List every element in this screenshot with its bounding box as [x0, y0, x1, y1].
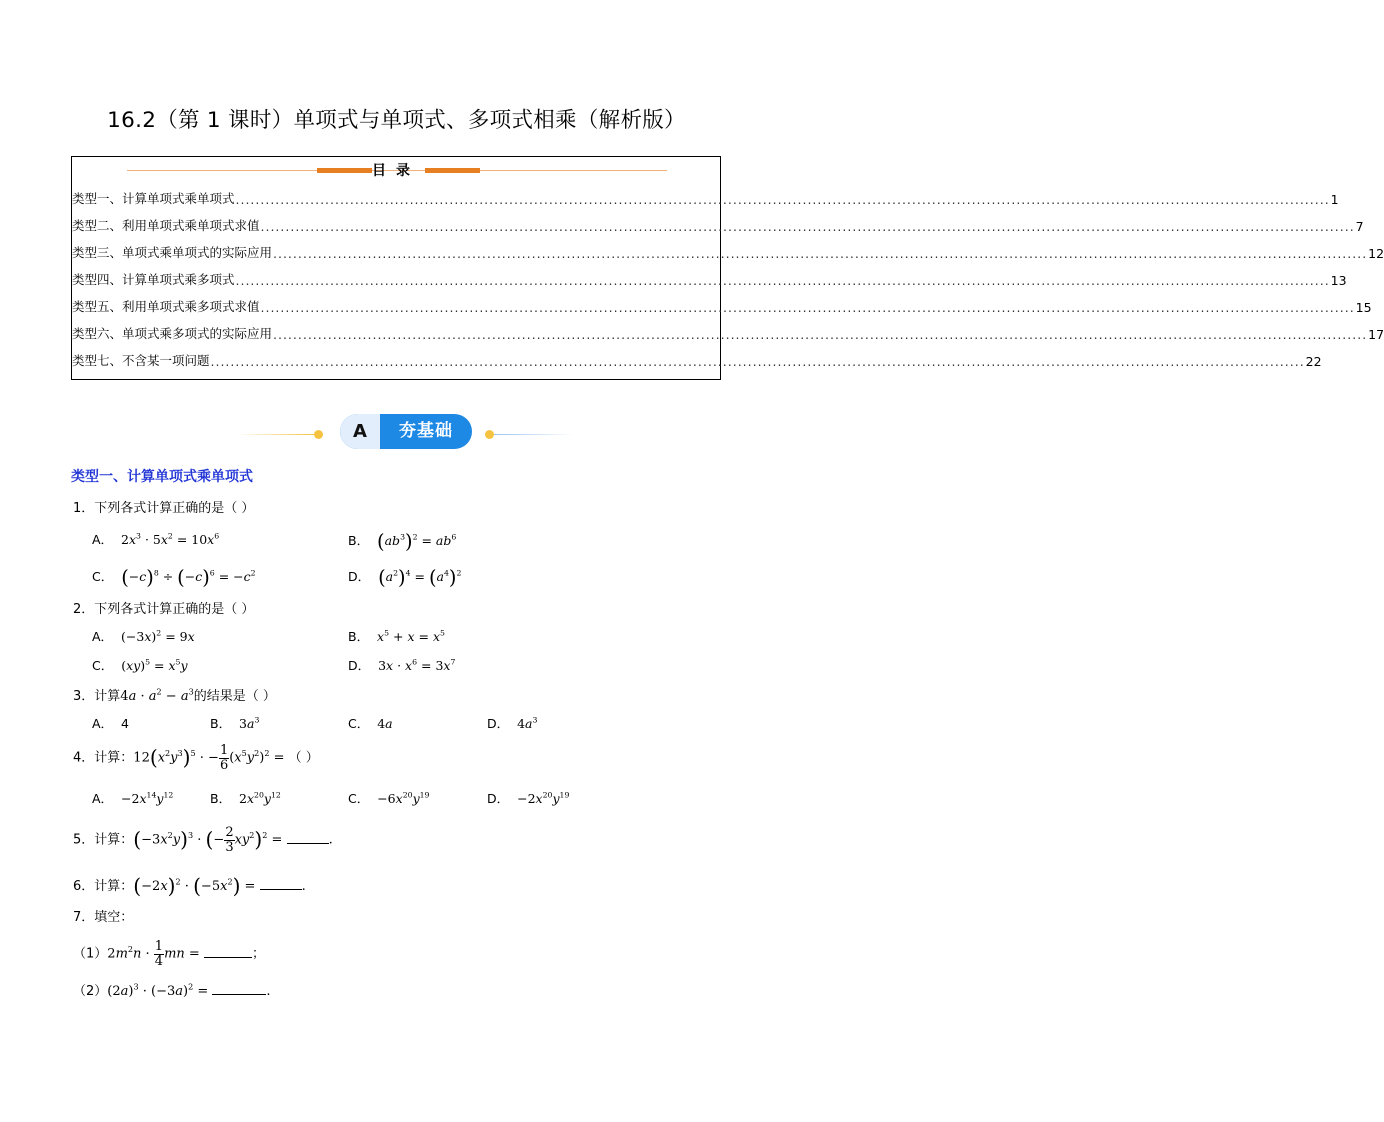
toc-item[interactable]: [72, 349, 1322, 369]
banner-dot-left: [314, 430, 323, 439]
banner-line-right: [494, 434, 574, 435]
toc-leader-dots: ............................................................................................................................................................................................................................: [273, 327, 1368, 342]
q1-option-c[interactable]: C． $(-c)^8 \div (-c)^6 = -c^2$: [92, 566, 256, 589]
banner-dot-right: [485, 430, 494, 439]
q1-option-b[interactable]: B． $(ab^3)^2 = ab^6$: [348, 530, 457, 553]
option-label: B．: [210, 791, 232, 806]
q3-option-a[interactable]: [92, 714, 129, 732]
toc-item-page: 17: [1368, 327, 1384, 342]
option-label: D．: [348, 569, 371, 584]
question-1: [73, 497, 254, 516]
option-label: A．: [92, 532, 114, 547]
toc-item-page: 12: [1368, 246, 1384, 261]
toc-item-label: 类型一、计算单项式乘单项式: [72, 191, 235, 206]
question-4: 4．计算：$12(x^2y^3)^5$ · − $\frac{1}{6}$ $(x^5y^2)^2$ = （ ）: [73, 743, 319, 773]
q4-option-d[interactable]: D． $-2x^{20}y^{19}$: [487, 790, 570, 806]
section-badge: [340, 414, 472, 449]
toc-item-label: 类型七、不含某一项问题: [72, 353, 210, 368]
toc-item-label: 类型二、利用单项式乘单项式求值: [72, 218, 260, 233]
question-stem: 下列各式计算正确的是（ ）: [94, 501, 255, 516]
toc-item[interactable]: [72, 268, 1347, 288]
q1-option-d[interactable]: D． $(a^2)^4 = (a^4)^2$: [348, 566, 462, 589]
toc-leader-dots: ............................................................................................................................................................................................................................: [210, 354, 1305, 369]
table-of-contents: [71, 156, 1384, 380]
toc-item-label: 类型三、单项式乘单项式的实际应用: [72, 245, 273, 260]
option-label: D．: [348, 658, 371, 673]
answer-blank[interactable]: [204, 957, 252, 958]
badge-letter: A: [340, 414, 380, 449]
question-stem: 下列各式计算正确的是（ ）: [94, 602, 255, 617]
question-number: 5．: [73, 832, 95, 848]
banner-line-left: [236, 434, 316, 435]
option-label: B．: [210, 716, 232, 731]
toc-item-label: 类型五、利用单项式乘多项式求值: [72, 299, 260, 314]
toc-leader-dots: ............................................................................................................................................................................................................................: [235, 273, 1330, 288]
q2-option-b[interactable]: B． $x^5 + x = x^5$: [348, 628, 445, 644]
question-stem: 填空：: [94, 910, 134, 925]
question-7-part-2: $(2)(2a)^3 \cdot (-3a)^2$ = .: [73, 982, 271, 999]
toc-item-page: 1: [1330, 192, 1339, 207]
q2-option-a[interactable]: A． $(-3x)^2 = 9x$: [92, 628, 195, 644]
toc-heading: 目录: [372, 163, 420, 179]
option-label: A．: [92, 629, 114, 644]
question-stem: 计算：: [94, 832, 134, 848]
page-title: 16.2（第 1 课时）单项式与单项式、多项式相乘（解析版）: [107, 108, 686, 133]
question-number: 2．: [73, 602, 95, 617]
toc-item[interactable]: [72, 322, 1384, 342]
option-label: C．: [92, 658, 114, 673]
q1-option-a[interactable]: A． $2x^3 \cdot 5x^2 = 10x^6$: [92, 531, 220, 547]
badge-text: 夯基础: [399, 421, 453, 441]
toc-item-label: 类型六、单项式乘多项式的实际应用: [72, 326, 273, 341]
question-3: 3．计算$4a \cdot a^2 - a^3$的结果是（ ）: [73, 687, 276, 704]
q3-option-b[interactable]: B． $3a^3$: [210, 715, 260, 731]
question-stem-end: （ ）: [288, 750, 319, 766]
toc-item-page: 22: [1305, 354, 1322, 369]
q2-option-c[interactable]: C． $(xy)^5 = x^5y$: [92, 657, 188, 673]
q3-option-c[interactable]: C． 4a: [348, 716, 393, 731]
option-label: C．: [92, 569, 114, 584]
option-label: B．: [348, 533, 370, 548]
question-stem-end: 的结果是（ ）: [193, 689, 276, 704]
question-number: 7．: [73, 910, 95, 925]
answer-blank[interactable]: [287, 843, 329, 844]
q3-option-d[interactable]: D． $4a^3$: [487, 715, 538, 731]
option-label: D．: [487, 791, 510, 806]
toc-leader-dots: ............................................................................................................................................................................................................................: [260, 219, 1355, 234]
toc-item-page: 13: [1330, 273, 1347, 288]
fraction: $\frac{2}{3}$: [225, 825, 234, 855]
question-2: [73, 598, 254, 617]
toc-item[interactable]: [72, 187, 1339, 207]
question-stem: 计算：: [94, 750, 134, 766]
option-label: A．: [92, 791, 114, 806]
question-number: 4．: [73, 750, 95, 766]
sub-question-label: （1）: [73, 946, 108, 962]
answer-blank[interactable]: [260, 889, 302, 890]
toc-item-label: 类型四、计算单项式乘多项式: [72, 272, 235, 287]
fraction: $\frac{1}{6}$: [219, 743, 229, 773]
q2-option-d[interactable]: D． $3x \cdot x^6 = 3x^7$: [348, 657, 456, 673]
section-title: 类型一、计算单项式乘单项式: [71, 469, 253, 485]
toc-item[interactable]: [72, 214, 1364, 234]
toc-item-page: 7: [1355, 219, 1364, 234]
option-label: D．: [487, 716, 510, 731]
q4-option-c[interactable]: C． $-6x^{20}y^{19}$: [348, 790, 430, 806]
option-label: B．: [348, 629, 370, 644]
question-number: 1．: [73, 501, 95, 516]
q4-option-b[interactable]: B． $2x^{20}y^{12}$: [210, 790, 281, 806]
question-number: 6．: [73, 879, 95, 894]
toc-item[interactable]: [72, 241, 1384, 261]
option-label: A．: [92, 716, 114, 731]
option-label: C．: [348, 716, 370, 731]
fraction: $\frac{1}{4}$: [154, 939, 164, 969]
option-label: C．: [348, 791, 370, 806]
question-stem: 计算：: [94, 879, 134, 894]
question-5: 5．计算：$(-3x^2y)^3$ · (− $\frac{2}{3}$ $xy^2)^2$ = .: [73, 825, 333, 855]
question-7: [73, 906, 133, 925]
option-value: 4: [121, 716, 129, 731]
question-number: 3．: [73, 689, 95, 704]
toc-leader-dots: ............................................................................................................................................................................................................................: [260, 300, 1355, 315]
q4-option-a[interactable]: A． $-2x^{14}y^{12}$: [92, 790, 174, 806]
question-stem: 计算: [94, 689, 121, 704]
toc-item[interactable]: [72, 295, 1372, 315]
question-6: 6．计算：$(-2x)^2 \cdot (-5x^2)$ = .: [73, 874, 306, 898]
question-7-part-1: $(1)2m^2n$ · $\frac{1}{4}$ mn = ；: [73, 939, 265, 969]
answer-blank[interactable]: [212, 994, 266, 995]
toc-leader-dots: ............................................................................................................................................................................................................................: [235, 192, 1330, 207]
sub-question-label: （2）: [73, 984, 108, 999]
toc-leader-dots: ............................................................................................................................................................................................................................: [273, 246, 1368, 261]
toc-item-page: 15: [1355, 300, 1372, 315]
